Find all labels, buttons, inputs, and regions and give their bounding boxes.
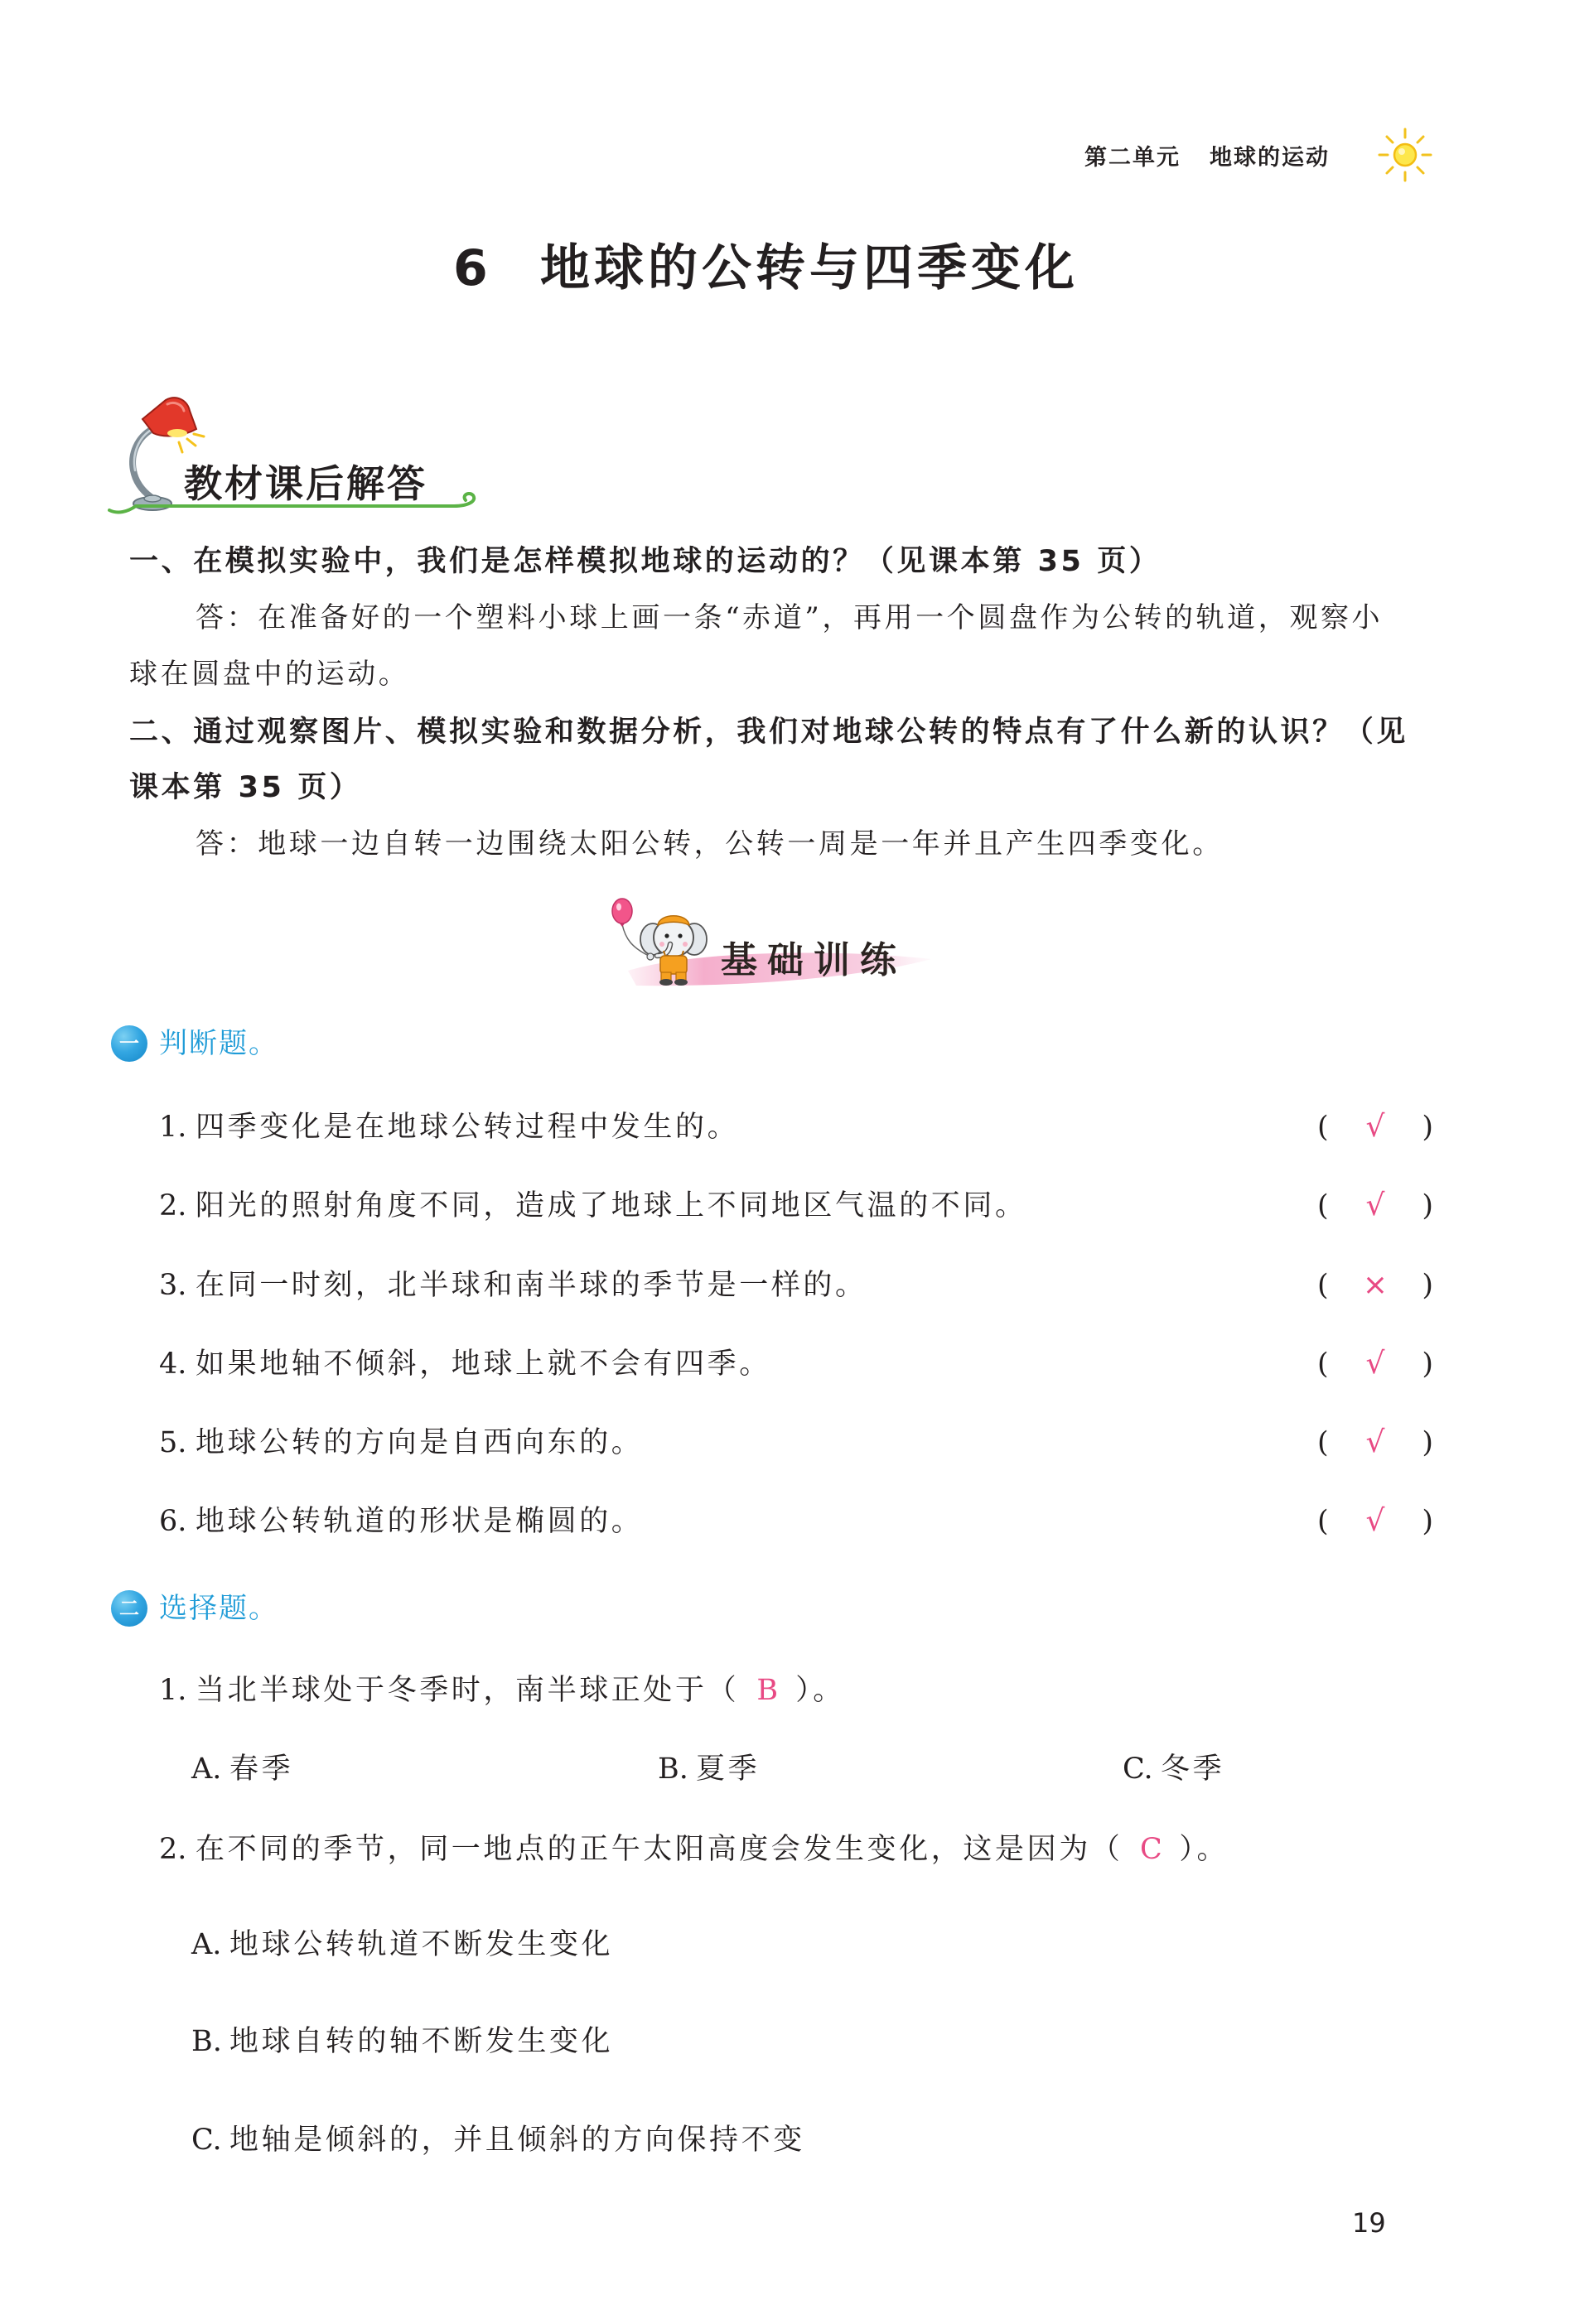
page-title: 地球的公转与四季变化 xyxy=(540,239,1079,297)
question-stem: 在不同的季节，同一地点的正午太阳高度会发生变化，这是因为（ xyxy=(196,1833,1123,1866)
answer-1-line-1: 答：在准备好的一个塑料小球上画一条“赤道”，再用一个圆盘作为公转的轨道，观察小 xyxy=(196,601,1384,634)
answer-1-line-2: 球在圆盘中的运动。 xyxy=(129,658,410,691)
judgment-item xyxy=(159,1107,739,1147)
item-text: 地球公转轨道的形状是椭圆的。 xyxy=(196,1505,644,1538)
item-text: 阳光的照射角度不同，造成了地球上不同地区气温的不同。 xyxy=(196,1189,1027,1222)
lesson-number: 6 xyxy=(453,239,488,297)
judgment-item xyxy=(159,1502,643,1541)
option-text: 地球公转轨道不断发生变化 xyxy=(229,1928,614,1961)
section-badge-2: 二 xyxy=(111,1590,147,1627)
choice-option xyxy=(191,2120,805,2160)
answer-mark: √ xyxy=(1365,1425,1385,1459)
item-text: 在同一时刻，北半球和南半球的季节是一样的。 xyxy=(196,1269,867,1302)
answer-bracket xyxy=(1317,1266,1433,1305)
option-label: A. xyxy=(191,1753,222,1786)
item-text: 四季变化是在地球公转过程中发生的。 xyxy=(196,1111,740,1144)
option-text: 春季 xyxy=(229,1753,294,1786)
bracket-close: ) xyxy=(1422,1348,1433,1381)
option-label: A. xyxy=(191,1928,222,1961)
option-label: B. xyxy=(658,1753,688,1786)
answer-bracket xyxy=(1317,1502,1433,1541)
bracket-close: ) xyxy=(1422,1505,1433,1538)
item-text: 如果地轴不倾斜，地球上就不会有四季。 xyxy=(196,1348,771,1381)
answer-mark: √ xyxy=(1365,1110,1385,1144)
bracket-close: ) xyxy=(1422,1426,1433,1459)
choice-heading: 选择题。 xyxy=(159,1592,278,1625)
sun-icon xyxy=(1375,125,1435,185)
item-number: 2. xyxy=(159,1833,187,1866)
choice-option xyxy=(191,2022,613,2061)
section-badge-1: 一 xyxy=(111,1025,147,1062)
bracket-open: ( xyxy=(1317,1348,1329,1381)
bracket-close: ) xyxy=(1422,1269,1433,1302)
basic-training-banner: 基础训练 xyxy=(721,939,906,981)
page-number: 19 xyxy=(1352,2207,1386,2239)
option-text: 夏季 xyxy=(696,1753,761,1786)
answer-mark: √ xyxy=(1365,1504,1385,1538)
answer-mark: √ xyxy=(1365,1347,1385,1381)
judgment-item xyxy=(159,1423,643,1463)
answer-bracket xyxy=(1317,1344,1433,1384)
bracket-open: ( xyxy=(1317,1111,1329,1144)
choice-option xyxy=(191,1925,613,1965)
answer-bracket xyxy=(1317,1423,1433,1463)
choice-option xyxy=(658,1749,760,1789)
bracket-open: ( xyxy=(1317,1189,1329,1222)
question-stem: 当北半球处于冬季时，南半球正处于（ xyxy=(196,1674,740,1707)
item-number: 1. xyxy=(159,1674,187,1707)
option-label: B. xyxy=(191,2025,222,2058)
answer-bracket xyxy=(1317,1186,1433,1226)
judgment-item xyxy=(159,1344,771,1384)
choice-answer: B xyxy=(756,1674,779,1707)
judgment-item xyxy=(159,1186,1027,1226)
judgment-item xyxy=(159,1266,867,1305)
choice-option xyxy=(191,1749,293,1789)
item-number: 6. xyxy=(159,1505,187,1538)
item-number: 1. xyxy=(159,1111,187,1144)
elephant-balloon-icon xyxy=(609,896,710,987)
question-1: 一、在模拟实验中，我们是怎样模拟地球的运动的？（见课本第 35 页） xyxy=(129,545,1162,578)
textbook-answers-banner: 教材课后解答 xyxy=(184,461,427,506)
option-text: 冬季 xyxy=(1161,1753,1225,1786)
answer-2: 答：地球一边自转一边围绕太阳公转，公转一周是一年并且产生四季变化。 xyxy=(196,827,1224,861)
answer-mark: × xyxy=(1362,1268,1389,1302)
question-stem-end: ）。 xyxy=(1179,1833,1229,1866)
unit-topic: 地球的运动 xyxy=(1210,145,1330,171)
choice-answer: C xyxy=(1140,1833,1162,1866)
option-text: 地球自转的轴不断发生变化 xyxy=(229,2025,614,2058)
bracket-open: ( xyxy=(1317,1269,1329,1302)
choice-option xyxy=(1123,1749,1224,1789)
answer-bracket xyxy=(1317,1107,1433,1147)
judgment-heading: 判断题。 xyxy=(159,1027,278,1060)
bracket-close: ) xyxy=(1422,1189,1433,1222)
question-2-line-2: 课本第 35 页） xyxy=(129,771,362,804)
bracket-open: ( xyxy=(1317,1505,1329,1538)
bracket-open: ( xyxy=(1317,1426,1329,1459)
option-label: C. xyxy=(191,2124,222,2157)
option-text: 地轴是倾斜的，并且倾斜的方向保持不变 xyxy=(229,2124,805,2157)
choice-question-2 xyxy=(159,1830,1229,1869)
item-number: 5. xyxy=(159,1426,187,1459)
item-number: 3. xyxy=(159,1269,187,1302)
option-label: C. xyxy=(1123,1753,1153,1786)
unit-label: 第二单元 xyxy=(1084,145,1181,171)
choice-question-1 xyxy=(159,1671,845,1710)
item-number: 2. xyxy=(159,1189,187,1222)
item-text: 地球公转的方向是自西向东的。 xyxy=(196,1426,644,1459)
question-2-line-1: 二、通过观察图片、模拟实验和数据分析，我们对地球公转的特点有了什么新的认识？（见 xyxy=(129,716,1409,749)
bracket-close: ) xyxy=(1422,1111,1433,1144)
item-number: 4. xyxy=(159,1348,187,1381)
question-stem-end: ）。 xyxy=(795,1674,845,1707)
answer-mark: √ xyxy=(1365,1189,1385,1222)
